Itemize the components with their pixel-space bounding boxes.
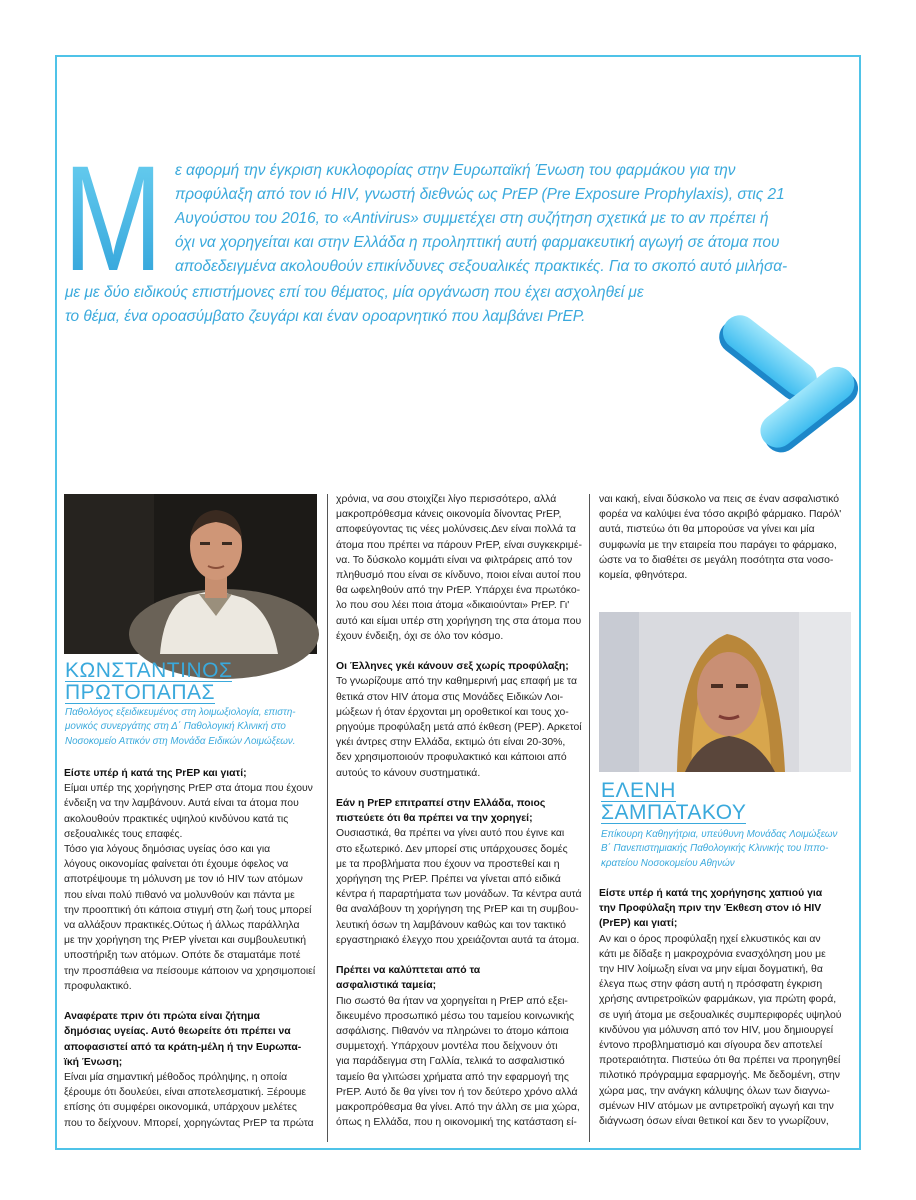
body-line: συμμετοχή. Υπάρχουν μοντέλα που δείχνουν ότι xyxy=(336,1041,558,1053)
question-line: ϊκή Ένωση; xyxy=(64,1056,123,1068)
body-line: PrEP. Αυτό δε θα γίνει τον ή τον δεύτερο χρόνο αλλά xyxy=(336,1086,578,1098)
role-line: κρατείου Νοσοκομείου Αθηνών xyxy=(601,857,735,869)
body-line: να. Το δύσκολο κομμάτι είναι να φιλτράρεις από τον xyxy=(336,554,573,566)
question-line: ασφαλιστικά ταμεία; xyxy=(336,980,437,992)
body-line: Ουσιαστικά, θα πρέπει να γίνει αυτό που έγινε και xyxy=(336,828,565,840)
body-line: θα ωφεληθούν από την PrEP. Υπάρχει ένα πρωτόκο- xyxy=(336,585,581,597)
body-line: φορέα να καλύψει ένα τόσο ακριβό φάρμακο. Παρόλ' xyxy=(599,509,842,521)
body-line: ξέρουμε ότι δουλεύει, είναι αποτελεσματική. Ξέρουμε xyxy=(64,1087,307,1099)
body-line: ναι κακή, είναι δύσκολο να πεις σε έναν ασφαλιστικό xyxy=(599,494,840,505)
body-line: μακροπρόθεσμα θα γίνει. Από την άλλη σε μια χώρα, xyxy=(336,1102,580,1113)
body-line: την προσπάθεια να πείσουμε κάποιον να χρησιμοποιεί xyxy=(64,965,316,977)
question-line: Είστε υπέρ ή κατά της PrEP και γιατί; xyxy=(64,768,247,779)
body-line: κινδύνου για μόλυνση από τον HIV, μου δημιουργεί xyxy=(599,1024,834,1036)
body-line: κομεία, φθηνότερα. xyxy=(599,570,688,581)
body-line: άτομα που πρέπει να πάρουν PrEP, είναι συγκεκριμέ- xyxy=(336,539,582,551)
body-line: ένδειξη να την λαμβάνουν. Αυτά είναι τα άτομα που xyxy=(64,798,299,810)
role-line: Επίκουρη Καθηγήτρια, υπεύθυνη Μονάδας Λοιμώξεων xyxy=(601,829,838,840)
body-line: σε υγιή άτομα με σεξουαλικές συμπεριφορές υψηλού xyxy=(599,1009,842,1021)
body-line: την προοπτική ότι κάποια στιγμή στη ζωή τους μπορεί xyxy=(64,904,312,916)
body-line: εργαστηριακό έλεγχο που χρειάζονται αυτά τα άτομα. xyxy=(336,934,580,946)
body-line: αυτούς το κάνουν συστηματικά. xyxy=(336,767,481,779)
question-line: την Προφύλαξη πριν την Έκθεση στον ιό HIV xyxy=(599,903,822,915)
body-line: στο εξωτερικό. Δεν μπορεί στις υπάρχουσες δομές xyxy=(336,843,568,855)
body-line: χρήσης αντιρετροϊκών φαρμάκων, για πρώτη φορά, xyxy=(599,994,837,1006)
photo-eleni xyxy=(599,612,851,772)
intro-line: ε αφορμή την έγκριση κυκλοφορίας στην Ευρωπαϊκή Ένωση του φαρμάκου για την xyxy=(175,162,736,179)
body-line: υποστήριξη των ατόμων. Οπότε δε σταματάμε ποτέ xyxy=(64,950,301,962)
body-line: Τόσο για λόγους δημόσιας υγείας όσο και για xyxy=(64,844,271,855)
question-line: Αναφέρατε πριν ότι πρώτα είναι ζήτημα xyxy=(64,1011,260,1023)
body-line: Το γνωρίζουμε από την καθημερινή μας επαφή με τα xyxy=(336,676,578,688)
column-divider-1 xyxy=(327,494,328,1142)
body-line: δεν χρησιμοποιούν προφυλακτικό και κάποιοι από xyxy=(336,752,567,764)
question-line: Είστε υπέρ ή κατά της χορήγησης χαπιού για xyxy=(599,888,823,899)
body-line: μώξεων ή όταν έρχονται μη οροθετικοί και τους χο- xyxy=(336,706,569,718)
body-line: σμένων HIV ατόμων με αντιρετροϊκή αγωγή και την xyxy=(599,1100,834,1112)
intro-line: το θέμα, ένα οροασύμβατο ζευγάρι και έναν οροαρνητικό που λαμβάνει PrEP. xyxy=(65,308,586,325)
body-line: αυτό και είμαι υπέρ στη χορήγηση της στα άτομα που xyxy=(336,615,582,627)
question-line: Πρέπει να καλύπτεται από τα xyxy=(336,965,481,977)
role-line: Παθολόγος εξειδικευμένος στη λοιμωξιολογία, επιστη- xyxy=(65,707,296,718)
body-line: σεξουαλικές τους επαφές. xyxy=(64,828,183,840)
body-line: αποτρέψουμε τη μόλυνση με τον ιό HIV των ατόμων xyxy=(64,874,303,886)
role-line: μονικός συνεργάτης στη Δ΄ Παθολογική Κλινική στο xyxy=(65,721,286,733)
question-line: Οι Έλληνες γκέι κάνουν σεξ χωρίς προφύλαξη; xyxy=(336,661,569,673)
body-line: δικευμένο προσωπικό μέσω του ταμείου κοινωνικής xyxy=(336,1010,575,1022)
person2-name-line1: ΕΛΕΝΗ xyxy=(601,779,676,802)
body-line: Πιο σωστό θα ήταν να χορηγείται η PrEP από εξει- xyxy=(336,995,568,1007)
body-line: διάγνωση όσων είναι θετικοί και δεν το γνωρίζουν, xyxy=(599,1116,829,1127)
body-line: χώρα μας, την ανάγκη κάλυψης όλων των διαγνω- xyxy=(599,1085,830,1097)
dropcap-letter xyxy=(63,134,163,302)
body-line: που είναι πολύ πιθανό να μολυνθούν και πάντα με xyxy=(64,889,295,901)
body-line: κέντρα ή παραρτήματα των μονάδων. Τα κέντρα αυτά xyxy=(336,889,582,901)
body-line: έχουν ένδειξη, όχι σε όλο τον κόσμο. xyxy=(336,630,504,642)
body-line: Είναι μία σημαντική μέθοδος πρόληψης, η οποία xyxy=(64,1072,288,1083)
body-line: όπως η Ελλάδα, που η οικονομική της κατάσταση εί- xyxy=(336,1117,577,1129)
role-line: Νοσοκομείο Αττικόν στη Μονάδα Ειδικών Λοιμώξεων. xyxy=(65,735,296,747)
intro-line: προφύλαξη από τον ιό HIV, γνωστή διεθνώς ως PrEP (Pre Exposure Prophylaxis), στις 21 xyxy=(175,186,785,203)
body-line: προφυλακτικό. xyxy=(64,980,132,992)
intro-line: Αυγούστου του 2016, το «Antivirus» συμμετέχει στη συζήτηση σχετικά με το αν πρέπει ή xyxy=(175,210,769,227)
body-line: συμφωνία με την εταιρεία που παράγει το φάρμακο, xyxy=(599,539,837,551)
question-line: Εάν η PrEP επιτραπεί στην Ελλάδα, ποιος xyxy=(336,798,546,809)
body-line: λόγους οικονομίας φαίνεται ότι έχουμε όφελος να xyxy=(64,859,289,871)
role-line: Β΄ Πανεπιστημιακής Παθολογικής Κλινικής του Ιππο- xyxy=(601,843,829,855)
body-line: ώστε να το διαθέτει σε μεγάλη ποσότητα στα νοσο- xyxy=(599,554,834,566)
body-line: έντονο προβληματισμό και σίγουρα δεν αποτελεί xyxy=(599,1040,823,1051)
body-line: να αλλάξουν πρακτικές.Ούτως ή άλλως παράλληλα xyxy=(64,920,300,931)
dropcap-glyph: Μ xyxy=(63,134,163,302)
body-line: θετικά στον HIV άτομα στις Μονάδες Ειδικών Λοι- xyxy=(336,691,564,703)
body-line: πληθυσμό που είναι σε κίνδυνο, ποιοι είναι αυτοί που xyxy=(336,570,581,581)
question-line: δημόσιας υγείας. Αυτό θεωρείτε ότι πρέπει να xyxy=(64,1026,291,1038)
body-line: πιλοτικό πρόγραμμα εφαρμογής. Με δεδομένη, στην xyxy=(599,1070,840,1082)
body-line: την HIV λοίμωξη είναι να μην είμαι δογματική, θα xyxy=(599,964,823,975)
photo-konstantinos xyxy=(64,494,317,654)
person1-name-line1: ΚΩΝΣΤΑΝΤΙΝΟΣ xyxy=(65,659,233,682)
body-line: που το δείχνουν. Μπορεί, χορηγώντας PrEP τα πρώτα xyxy=(64,1117,314,1129)
body-line: Είμαι υπέρ της χορήγησης PrEP στα άτομα που έχουν xyxy=(64,783,313,795)
body-line: αυτά, πιστεύω ότι θα μπορούσε να γίνει και μία xyxy=(599,524,815,536)
body-line: για παράδειγμα στη Γαλλία, τελικά το ασφαλιστικό xyxy=(336,1056,565,1068)
body-line: γκέι άντρες στην Ελλάδα, εκτιμώ ότι είναι 20-30%, xyxy=(336,737,566,749)
body-line: λευτική όσων τη λαμβάνουν καθώς και τον τακτικό xyxy=(336,919,567,931)
column-divider-2 xyxy=(589,494,590,1142)
body-line: προτεραιότητα. Πιστεύω ότι θα πρέπει να προηγηθεί xyxy=(599,1055,841,1067)
body-line: ακολουθούν πρακτικές υψηλού κινδύνου κατά τις xyxy=(64,813,289,825)
body-line: Αν και ο όρος προφύλαξη ηχεί ελκυστικός και αν xyxy=(599,933,821,945)
question-line: πιστεύετε ότι θα πρέπει να την χορηγεί; xyxy=(336,813,533,825)
body-line: χορήγηση της PrEP. Πρέπει να γίνεται από ειδικά xyxy=(336,874,561,885)
body-line: ασφάλισης. Πιθανόν να πληρώνει το άτομο κάποια xyxy=(336,1026,569,1037)
body-line: λο που σου λέει ποια άτομα «δικαιούνται» PrEP. Γι' xyxy=(336,600,570,612)
body-line: θα αναλάβουν τη χορήγηση της PrEP και τη συμβου- xyxy=(336,904,579,916)
body-line: αποφεύγοντας τις νέες μολύνσεις.Δεν είναι πολλά τα xyxy=(336,524,576,536)
intro-line: όχι να χορηγείται και στην Ελλάδα η προληπτική αυτή φαρμακευτική αγωγή σε άτομα που xyxy=(175,234,780,251)
intro-line: αποδεδειγμένα ακολουθούν επικίνδυνες σεξουαλικές πρακτικές. Για το σκοπό αυτό μιλήσα- xyxy=(175,258,788,275)
body-line: μακροπρόθεσμα κάνεις οικονομία δίνοντας PrEP, xyxy=(336,509,562,521)
body-line: χρόνια, να σου στοιχίζει λίγο περισσότερο, αλλά xyxy=(336,494,557,505)
body-line: κάτι με δίδαξε η μακροχρόνια ενασχόληση μου με xyxy=(599,948,826,960)
question-line: αποφασιστεί από τα κράτη-μέλη ή την Ευρωπα- xyxy=(64,1041,302,1053)
person2-name-line2: ΣΑΜΠΑΤΑΚΟΥ xyxy=(601,801,747,824)
body-line: έλεγα πως στην φάση αυτή η πρόσφατη έγκριση xyxy=(599,979,823,991)
pills-illustration xyxy=(718,318,868,448)
person1-name-line2: ΠΡΩΤΟΠΑΠΑΣ xyxy=(65,681,215,704)
body-line: με τα προβλήματα που έχουν να προστεθεί και η xyxy=(336,858,560,870)
body-line: ταμείο θα γλιτώσει χρήματα από την εφαρμογή της xyxy=(336,1071,569,1083)
question-line: (PrEP) και γιατί; xyxy=(599,918,678,930)
intro-line: με με δύο ειδικούς επιστήμονες επί του θέματος, μία οργάνωση που έχει ασχοληθεί με xyxy=(65,284,644,301)
body-line: επίσης ότι συμφέρει οικονομικά, υπάρχουν μελέτες xyxy=(64,1102,297,1114)
body-line: ρηγούμε προφύλαξη μετά από έκθεση (PEP). Αρκετοί xyxy=(336,722,582,733)
body-line: με την χορήγηση της PrEP γίνεται και συμβουλευτική xyxy=(64,935,307,947)
